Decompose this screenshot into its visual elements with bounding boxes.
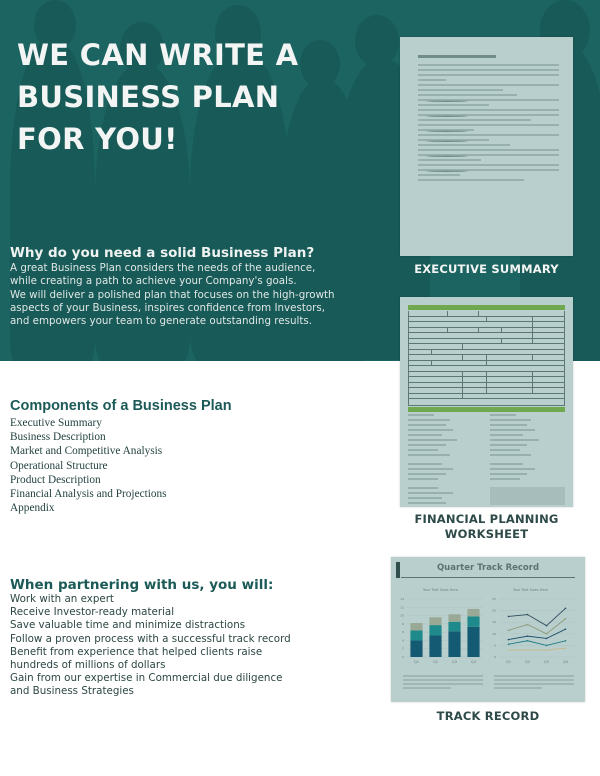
document-text-lines (418, 55, 559, 184)
track-record-caption: TRACK RECORD (436, 709, 540, 723)
component-item: Executive Summary (10, 417, 102, 429)
component-item: Operational Structure (10, 459, 108, 472)
partnering-line: hundreds of millions of dollars (10, 659, 166, 672)
financial-worksheet-caption (400, 512, 573, 542)
svg-text:15: 15 (492, 620, 496, 625)
svg-text:2: 2 (402, 646, 404, 651)
svg-text:8: 8 (402, 621, 404, 626)
svg-text:Q4: Q4 (471, 660, 476, 664)
svg-text:Q1: Q1 (506, 660, 511, 664)
track-record-title: Quarter Track Record (436, 563, 540, 573)
partnering-line: Benefit from experience that helped clients raise (10, 645, 263, 658)
worksheet-grid (408, 305, 565, 499)
partnering-line: Receive Investor-ready material (10, 606, 175, 619)
component-item: Business Description (10, 431, 106, 444)
component-item: Market and Competitive Analysis (10, 445, 163, 458)
svg-text:Q1: Q1 (414, 660, 419, 664)
hero-title (17, 34, 298, 160)
why-line: while creating a path to achieve your Company's goals. (10, 275, 297, 288)
caption-line: FINANCIAL PLANNING (414, 512, 559, 526)
executive-summary-caption: EXECUTIVE SUMMARY (414, 262, 559, 276)
svg-text:20: 20 (492, 608, 496, 613)
stacked-bar-chart (395, 595, 485, 670)
hero-title-line: FOR YOU! (17, 122, 178, 156)
svg-text:Q4: Q4 (563, 660, 568, 664)
svg-text:25: 25 (492, 597, 496, 601)
hero-title-line: BUSINESS PLAN (17, 80, 280, 114)
executive-summary-preview (400, 37, 573, 256)
component-item: Appendix (10, 502, 55, 515)
why-heading: Why do you need a solid Business Plan? (10, 245, 315, 261)
chart-description-right (494, 675, 574, 697)
components-list (10, 416, 167, 515)
partnering-line: and Business Strategies (10, 685, 134, 698)
partnering-line: Gain from our expertise in Commercial due diligence (10, 672, 283, 685)
svg-text:Q3: Q3 (544, 660, 549, 664)
chart-description-left (403, 675, 483, 697)
component-item: Product Description (10, 473, 101, 486)
svg-text:Q2: Q2 (433, 660, 438, 664)
hero-title-line: WE CAN WRITE A (17, 38, 299, 72)
components-heading: Components of a Business Plan (10, 398, 232, 414)
svg-text:6: 6 (402, 630, 404, 635)
why-line: aspects of your Business, inspires confidence from Investors, (10, 301, 326, 314)
svg-text:5: 5 (494, 643, 496, 648)
right-chart-subtitle: Your Text Goes Here (513, 588, 549, 592)
svg-text:12: 12 (400, 605, 404, 610)
financial-worksheet-preview (400, 297, 573, 507)
track-record-header (396, 562, 580, 578)
line-chart (489, 595, 579, 670)
why-line: and empowers your team to generate outstanding results. (10, 315, 313, 328)
caption-line: WORKSHEET (444, 527, 529, 541)
partnering-list (10, 593, 291, 699)
svg-text:Q3: Q3 (452, 660, 457, 664)
why-line: A great Business Plan considers the needs of the audience, (10, 262, 316, 274)
left-chart-subtitle: Your Text Goes Here (423, 588, 459, 592)
track-record-preview (391, 557, 585, 702)
svg-text:14: 14 (400, 597, 404, 601)
svg-text:0: 0 (494, 655, 496, 659)
svg-text:4: 4 (402, 638, 404, 643)
partnering-line: Save valuable time and minimize distractions (10, 619, 246, 632)
component-item: Financial Analysis and Projections (10, 488, 167, 501)
svg-text:10: 10 (400, 613, 404, 618)
why-line: We will deliver a polished plan that focuses on the high-growth (10, 288, 335, 301)
svg-text:10: 10 (492, 631, 496, 636)
svg-text:0: 0 (402, 655, 404, 659)
svg-text:Q2: Q2 (525, 660, 530, 664)
partnering-heading: When partnering with us, you will: (10, 577, 274, 593)
partnering-line: Follow a proven process with a successful track record (10, 632, 291, 645)
partnering-line: Work with an expert (10, 593, 114, 605)
why-section (10, 245, 390, 328)
